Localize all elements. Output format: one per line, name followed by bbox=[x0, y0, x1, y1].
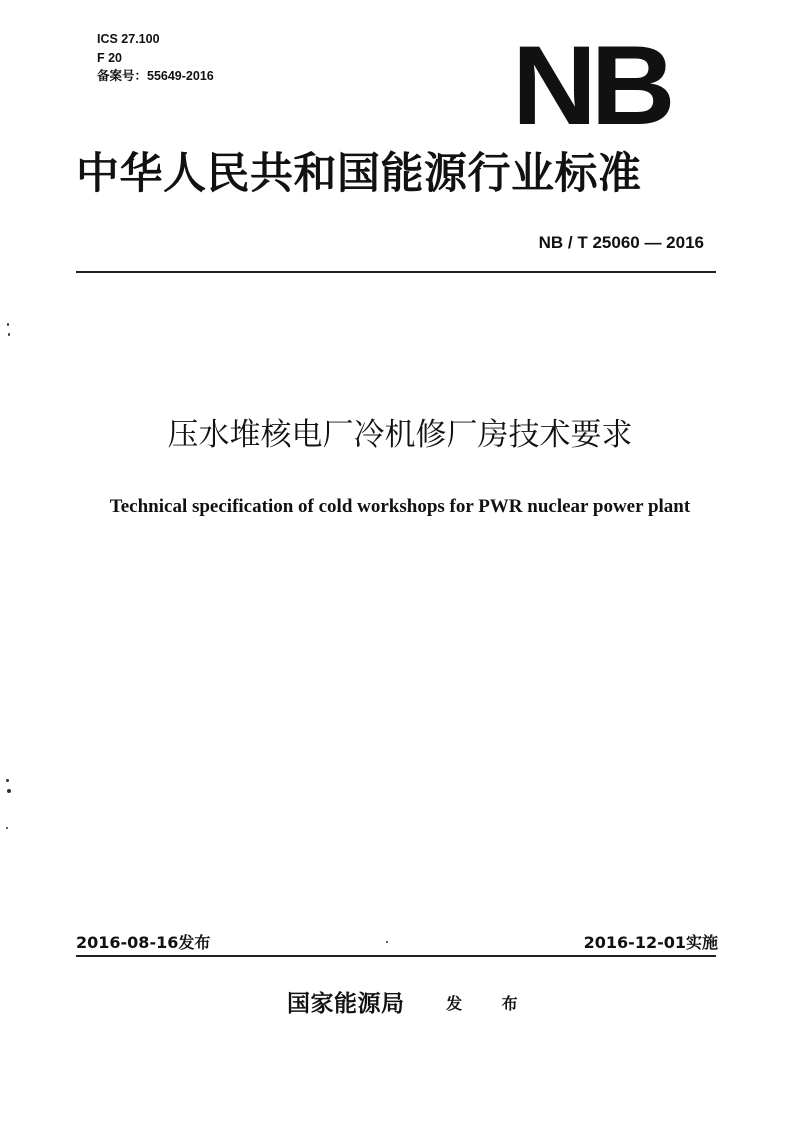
standard-title: 中华人民共和国能源行业标准 bbox=[76, 149, 642, 199]
document-title-chinese: 压水堆核电厂冷机修厂房技术要求 bbox=[167, 417, 633, 453]
issue-date: 2016-08-16发布 bbox=[76, 933, 211, 952]
scan-speck bbox=[6, 779, 9, 782]
ics-code: ICS 27.100 bbox=[97, 32, 160, 46]
scan-speck bbox=[7, 789, 11, 793]
header-divider bbox=[76, 271, 716, 273]
record-number: 备案号：55649-2016 bbox=[97, 69, 214, 83]
footer-divider bbox=[76, 955, 716, 957]
nb-logo: NB bbox=[512, 23, 670, 148]
scan-speck bbox=[8, 333, 10, 336]
publish-label: 发 布 bbox=[446, 994, 530, 1013]
issuing-authority: 国家能源局 bbox=[287, 991, 405, 1017]
classification-block bbox=[97, 30, 214, 86]
document-title-english: Technical specification of cold workshops for PWR nuclear power plant bbox=[109, 496, 691, 517]
category-code: F 20 bbox=[97, 50, 123, 65]
scan-speck bbox=[6, 827, 8, 829]
standard-number: NB / T 25060 — 2016 bbox=[538, 233, 704, 252]
scan-speck bbox=[7, 323, 9, 326]
implementation-date: 2016-12-01实施 bbox=[583, 933, 718, 952]
issuer-line bbox=[287, 988, 530, 1020]
scan-speck bbox=[386, 941, 388, 943]
